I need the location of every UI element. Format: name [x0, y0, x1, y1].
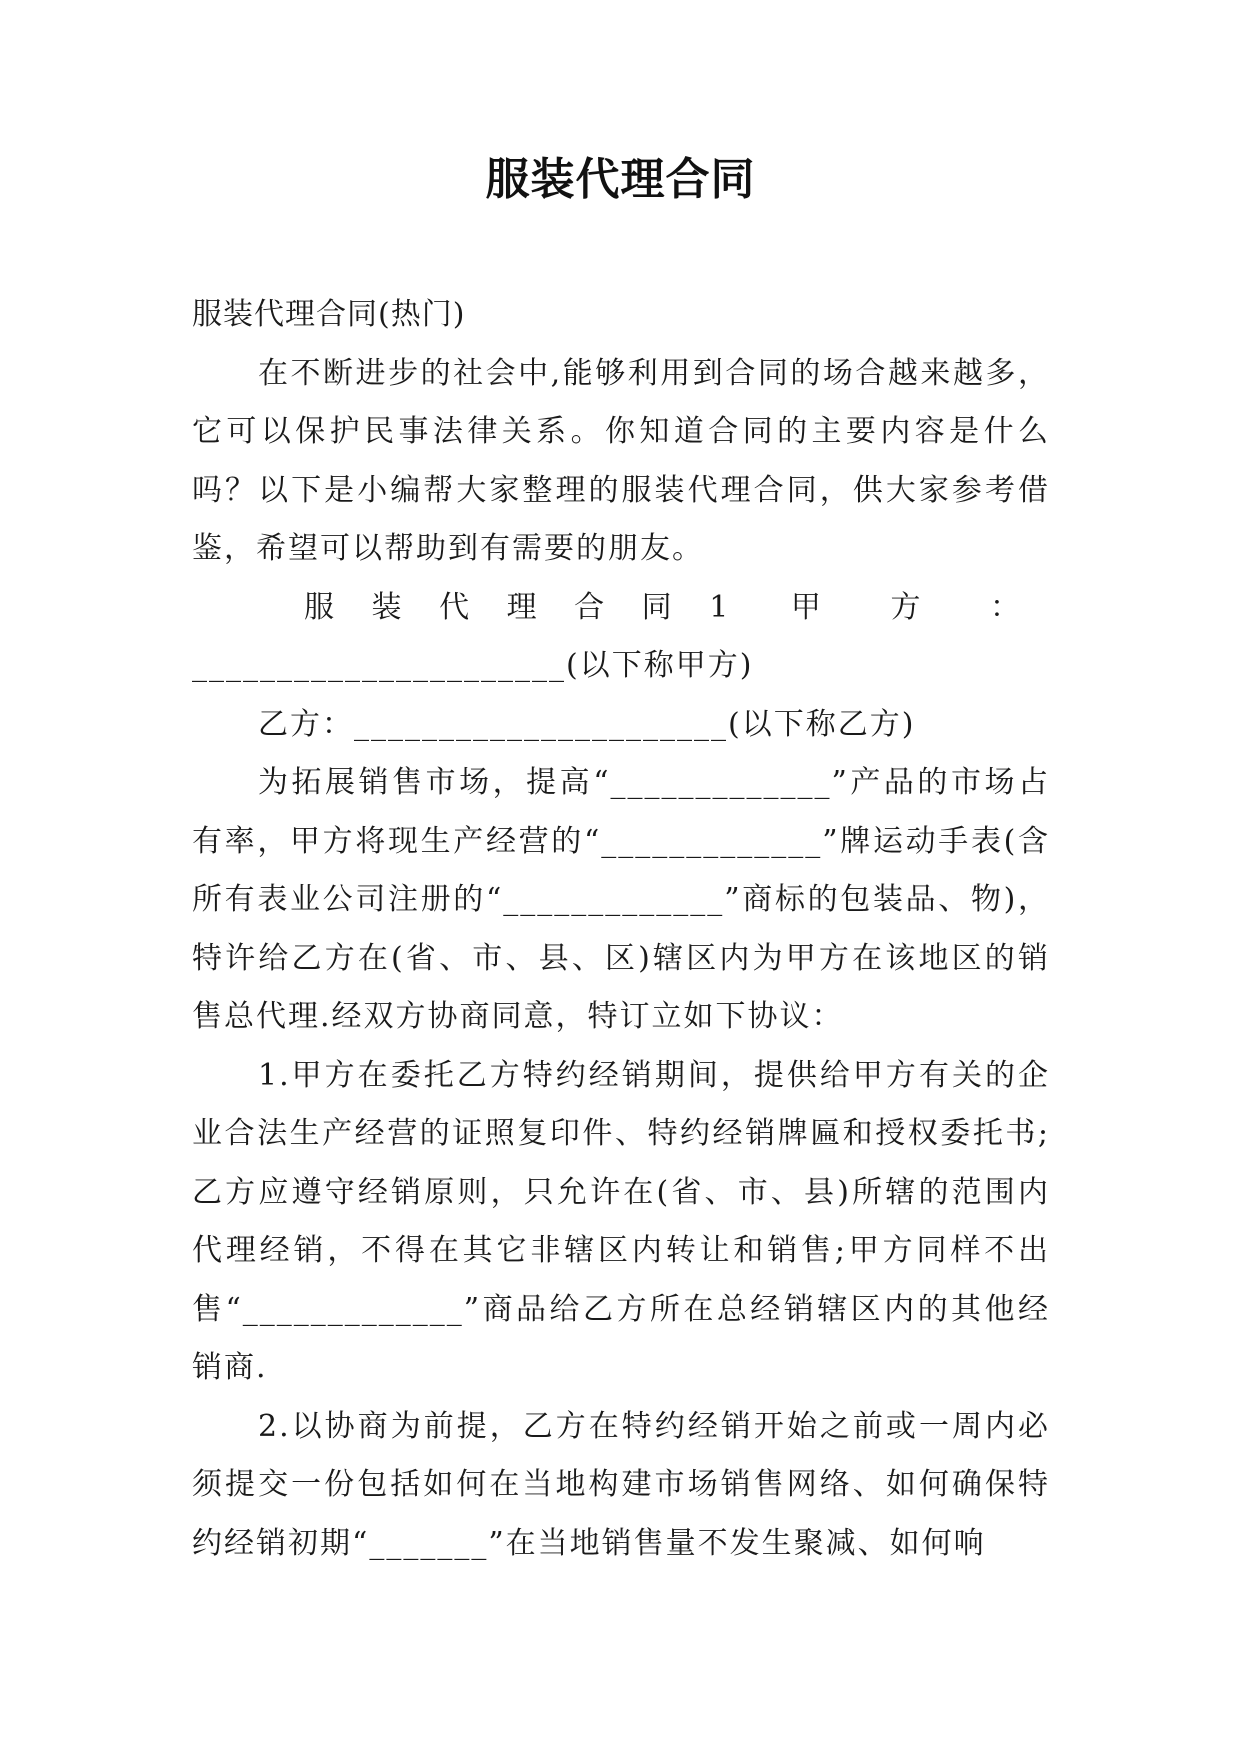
party-a-label: 甲 方 ：: [790, 589, 1050, 625]
document-title: 服装代理合同: [485, 154, 756, 205]
party-b-line: 乙方：______________________(以下称乙方): [258, 706, 916, 742]
purpose-paragraph: 为拓展销售市场，提高“_____________”产品的市场占有率，甲方将现生产经营的“_____________”牌运动手表(含所有表业公司注册的“_____________”商标的包装品、物)，特许给乙方在(省、市、县、区)辖区内为甲方在该地区的销售总代理.经双方协商同意，特订立如下协议：: [192, 765, 1050, 1034]
party-a-line: ______________________(以下称甲方): [192, 648, 754, 683]
contract-heading: 服 装 代 理 合 同 1: [304, 589, 743, 625]
document-subtitle: 服装代理合同(热门): [192, 297, 466, 332]
document-body: [192, 286, 1050, 1573]
clause-2: 2.以协商为前提，乙方在特约经销开始之前或一周内必须提交一份包括如何在当地构建市场销售网络、如何确保特约经销初期“_______”在当地销售量不发生聚减、如何响: [192, 1408, 1050, 1561]
intro-paragraph: 在不断进步的社会中,能够利用到合同的场合越来越多，它可以保护民事法律关系。你知道合同的主要内容是什么吗？以下是小编帮大家整理的服装代理合同，供大家参考借鉴，希望可以帮助到有需要的朋友。: [192, 355, 1050, 566]
contract-heading-line: [192, 579, 1050, 638]
clause-1: 1.甲方在委托乙方特约经销期间，提供给甲方有关的企业合法生产经营的证照复印件、特约经销牌匾和授权委托书;乙方应遵守经销原则，只允许在(省、市、县)所辖的范围内代理经销，不得在其它非辖区内转让和销售;甲方同样不出售“_____________”商品给乙方所在总经销辖区内的其他经销商.: [192, 1057, 1050, 1385]
